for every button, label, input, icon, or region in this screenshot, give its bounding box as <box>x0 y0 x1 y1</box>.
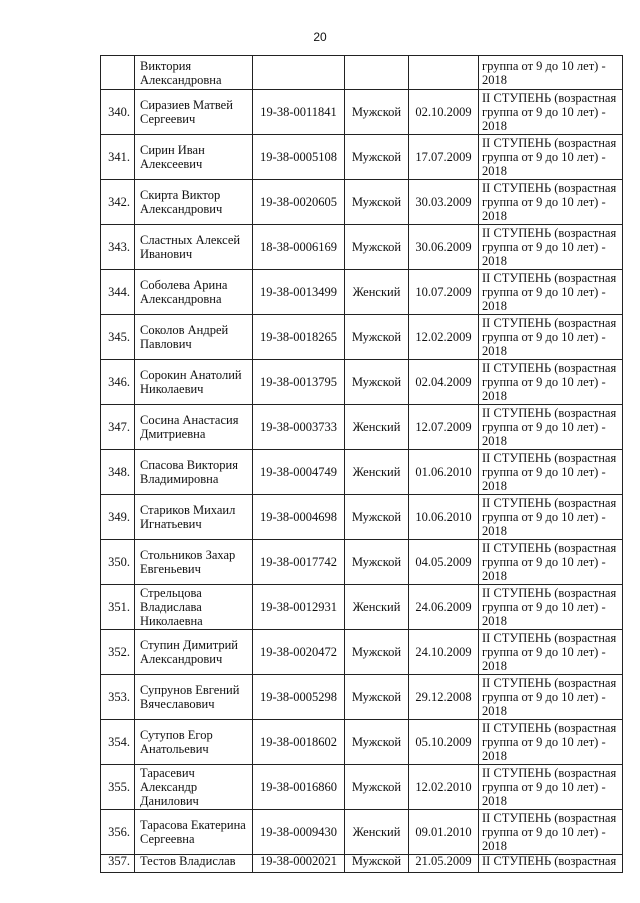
sex-cell: Мужской <box>345 180 409 225</box>
table-row-continued <box>101 56 623 90</box>
name-cell: Сосина Анастасия Дмитриевна <box>135 405 253 450</box>
name-cell: Супрунов Евгений Вячеславович <box>135 675 253 720</box>
category-cell: II СТУПЕНЬ (возрастная группа от 9 до 10 лет) - 2018 <box>479 450 623 495</box>
table-row <box>101 180 623 225</box>
row-number-cell: 344. <box>101 270 135 315</box>
sex-cell: Мужской <box>345 540 409 585</box>
id-cell: 19-38-0009430 <box>253 810 345 855</box>
name-cell: Скирта Виктор Александрович <box>135 180 253 225</box>
row-number-cell: 354. <box>101 720 135 765</box>
category-cell: II СТУПЕНЬ (возрастная группа от 9 до 10 лет) - 2018 <box>479 270 623 315</box>
row-number-cell: 353. <box>101 675 135 720</box>
birthdate-cell: 30.06.2009 <box>409 225 479 270</box>
category-cell: II СТУПЕНЬ (возрастная <box>479 855 623 873</box>
sex-cell: Мужской <box>345 675 409 720</box>
birthdate-cell: 30.03.2009 <box>409 180 479 225</box>
name-cell: Сутупов Егор Анатольевич <box>135 720 253 765</box>
table-row <box>101 135 623 180</box>
category-cell: II СТУПЕНЬ (возрастная группа от 9 до 10 лет) - 2018 <box>479 630 623 675</box>
category-cell: II СТУПЕНЬ (возрастная группа от 9 до 10 лет) - 2018 <box>479 765 623 810</box>
category-cell: II СТУПЕНЬ (возрастная группа от 9 до 10 лет) - 2018 <box>479 675 623 720</box>
birthdate-cell <box>409 56 479 90</box>
category-cell: II СТУПЕНЬ (возрастная группа от 9 до 10 лет) - 2018 <box>479 585 623 630</box>
name-cell: Соколов Андрей Павлович <box>135 315 253 360</box>
table-row <box>101 315 623 360</box>
sex-cell: Мужской <box>345 765 409 810</box>
birthdate-cell: 10.07.2009 <box>409 270 479 315</box>
id-cell: 19-38-0016860 <box>253 765 345 810</box>
table-row <box>101 495 623 540</box>
category-cell: II СТУПЕНЬ (возрастная группа от 9 до 10 лет) - 2018 <box>479 360 623 405</box>
birthdate-cell: 29.12.2008 <box>409 675 479 720</box>
category-cell: II СТУПЕНЬ (возрастная группа от 9 до 10 лет) - 2018 <box>479 720 623 765</box>
row-number-cell: 342. <box>101 180 135 225</box>
table-row <box>101 405 623 450</box>
sex-cell: Мужской <box>345 855 409 873</box>
sex-cell: Мужской <box>345 720 409 765</box>
row-number-cell: 356. <box>101 810 135 855</box>
sex-cell: Женский <box>345 270 409 315</box>
name-cell: Соболева Арина Александровна <box>135 270 253 315</box>
row-number-cell: 352. <box>101 630 135 675</box>
birthdate-cell: 12.07.2009 <box>409 405 479 450</box>
id-cell: 18-38-0006169 <box>253 225 345 270</box>
row-number-cell: 351. <box>101 585 135 630</box>
table-row <box>101 225 623 270</box>
id-cell: 19-38-0003733 <box>253 405 345 450</box>
table-row <box>101 810 623 855</box>
sex-cell: Женский <box>345 585 409 630</box>
table-row <box>101 270 623 315</box>
sex-cell: Женский <box>345 810 409 855</box>
participants-table <box>100 55 623 873</box>
id-cell: 19-38-0018602 <box>253 720 345 765</box>
sex-cell: Мужской <box>345 90 409 135</box>
sex-cell: Мужской <box>345 630 409 675</box>
id-cell: 19-38-0020472 <box>253 630 345 675</box>
id-cell: 19-38-0020605 <box>253 180 345 225</box>
category-cell: II СТУПЕНЬ (возрастная группа от 9 до 10 лет) - 2018 <box>479 90 623 135</box>
birthdate-cell: 09.01.2010 <box>409 810 479 855</box>
name-cell: Виктория Александровна <box>135 56 253 90</box>
sex-cell: Мужской <box>345 135 409 180</box>
birthdate-cell: 05.10.2009 <box>409 720 479 765</box>
name-cell: Ступин Димитрий Александрович <box>135 630 253 675</box>
name-cell: Тестов Владислав <box>135 855 253 873</box>
birthdate-cell: 12.02.2010 <box>409 765 479 810</box>
id-cell: 19-38-0011841 <box>253 90 345 135</box>
row-number-cell: 349. <box>101 495 135 540</box>
birthdate-cell: 01.06.2010 <box>409 450 479 495</box>
id-cell <box>253 56 345 90</box>
id-cell: 19-38-0005108 <box>253 135 345 180</box>
name-cell: Стрельцова Владислава Николаевна <box>135 585 253 630</box>
category-cell: II СТУПЕНЬ (возрастная группа от 9 до 10 лет) - 2018 <box>479 405 623 450</box>
birthdate-cell: 17.07.2009 <box>409 135 479 180</box>
sex-cell: Мужской <box>345 225 409 270</box>
row-number-cell: 347. <box>101 405 135 450</box>
name-cell: Спасова Виктория Владимировна <box>135 450 253 495</box>
sex-cell: Женский <box>345 405 409 450</box>
name-cell: Сирин Иван Алексеевич <box>135 135 253 180</box>
sex-cell: Женский <box>345 450 409 495</box>
name-cell: Сорокин Анатолий Николаевич <box>135 360 253 405</box>
table-row <box>101 90 623 135</box>
row-number-cell: 341. <box>101 135 135 180</box>
id-cell: 19-38-0017742 <box>253 540 345 585</box>
table-row <box>101 585 623 630</box>
birthdate-cell: 10.06.2010 <box>409 495 479 540</box>
id-cell: 19-38-0004749 <box>253 450 345 495</box>
category-cell: II СТУПЕНЬ (возрастная группа от 9 до 10 лет) - 2018 <box>479 540 623 585</box>
name-cell: Сиразиев Матвей Сергеевич <box>135 90 253 135</box>
birthdate-cell: 02.04.2009 <box>409 360 479 405</box>
name-cell: Стольников Захар Евгеньевич <box>135 540 253 585</box>
table-row <box>101 720 623 765</box>
birthdate-cell: 04.05.2009 <box>409 540 479 585</box>
row-number-cell: 343. <box>101 225 135 270</box>
birthdate-cell: 12.02.2009 <box>409 315 479 360</box>
name-cell: Тарасевич Александр Данилович <box>135 765 253 810</box>
category-cell: II СТУПЕНЬ (возрастная группа от 9 до 10 лет) - 2018 <box>479 810 623 855</box>
table-row <box>101 765 623 810</box>
id-cell: 19-38-0012931 <box>253 585 345 630</box>
sex-cell: Мужской <box>345 315 409 360</box>
row-number-cell: 355. <box>101 765 135 810</box>
row-number-cell: 350. <box>101 540 135 585</box>
table-row <box>101 360 623 405</box>
category-cell: II СТУПЕНЬ (возрастная группа от 9 до 10 лет) - 2018 <box>479 135 623 180</box>
table-row <box>101 450 623 495</box>
row-number-cell: 340. <box>101 90 135 135</box>
category-cell: группа от 9 до 10 лет) - 2018 <box>479 56 623 90</box>
row-number-cell: 348. <box>101 450 135 495</box>
id-cell: 19-38-0004698 <box>253 495 345 540</box>
row-number-cell <box>101 56 135 90</box>
sex-cell <box>345 56 409 90</box>
id-cell: 19-38-0013499 <box>253 270 345 315</box>
id-cell: 19-38-0018265 <box>253 315 345 360</box>
table-row-partial <box>101 855 623 873</box>
id-cell: 19-38-0013795 <box>253 360 345 405</box>
name-cell: Тарасова Екатерина Сергеевна <box>135 810 253 855</box>
name-cell: Сластных Алексей Иванович <box>135 225 253 270</box>
sex-cell: Мужской <box>345 495 409 540</box>
sex-cell: Мужской <box>345 360 409 405</box>
table-row <box>101 630 623 675</box>
category-cell: II СТУПЕНЬ (возрастная группа от 9 до 10 лет) - 2018 <box>479 180 623 225</box>
birthdate-cell: 24.10.2009 <box>409 630 479 675</box>
name-cell: Стариков Михаил Игнатьевич <box>135 495 253 540</box>
category-cell: II СТУПЕНЬ (возрастная группа от 9 до 10 лет) - 2018 <box>479 225 623 270</box>
category-cell: II СТУПЕНЬ (возрастная группа от 9 до 10 лет) - 2018 <box>479 315 623 360</box>
birthdate-cell: 24.06.2009 <box>409 585 479 630</box>
birthdate-cell: 21.05.2009 <box>409 855 479 873</box>
table-row <box>101 675 623 720</box>
id-cell: 19-38-0002021 <box>253 855 345 873</box>
category-cell: II СТУПЕНЬ (возрастная группа от 9 до 10 лет) - 2018 <box>479 495 623 540</box>
id-cell: 19-38-0005298 <box>253 675 345 720</box>
row-number-cell: 345. <box>101 315 135 360</box>
page-number: 20 <box>313 30 327 44</box>
birthdate-cell: 02.10.2009 <box>409 90 479 135</box>
table-row <box>101 540 623 585</box>
row-number-cell: 346. <box>101 360 135 405</box>
row-number-cell: 357. <box>101 855 135 873</box>
